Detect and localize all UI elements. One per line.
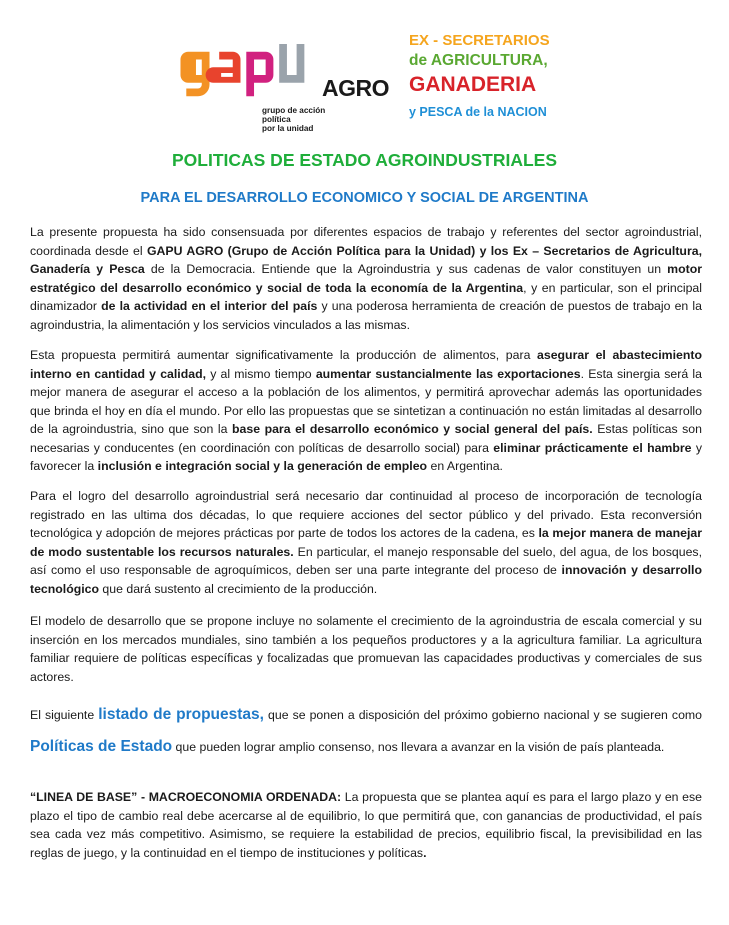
body-text: . Esta sinergia será la mejor manera de asegurar el acceso a la población de los alimentos, y permitirá aprovechar además las oportunidades que brinda el hoy en día el mundo. Por ello las propuestas que se sintetizan a continuación no están limitadas al desarrollo de la agroindustria, sino que son la <box>30 366 702 436</box>
bold-text: GAPU AGRO (Grupo de Acción Política para la Unidad) y los Ex – Secretarios de Agricultura, Ganadería y Pesca <box>30 243 702 276</box>
bold-text: eliminar prácticamente el hambre <box>493 440 692 455</box>
body-text: El modelo de desarrollo que se propone incluye no solamente el crecimiento de la agroindustria de escala comercial y su inserción en los mercados mundiales, sino también a los pequeños productores y a la agricultura familiar. La agricultura familiar requiere de políticas específicas y focalizadas que promuevan las capacidades productivas y comerciales de sus actores. <box>30 614 702 684</box>
bold-text: “LINEA DE BASE” - MACROECONOMIA ORDENADA: <box>30 790 342 804</box>
paragraph-intro <box>30 223 702 334</box>
body-text: de la Democracia. Entiende que la Agroindustria y sus cadenas de valor constituyen un <box>144 262 668 276</box>
highlight-text: listado de propuestas, <box>98 706 264 723</box>
bold-text: la mejor manera de manejar de modo sustentable los recursos naturales. <box>30 526 702 559</box>
paragraph-proposals-list <box>30 699 702 763</box>
gapu-agro-logo <box>180 44 390 132</box>
logo-tagline-line-1: grupo de acción <box>262 106 326 115</box>
body-text: y una poderosa herramienta de creación de puestos de trabajo en la agroindustria, la alimentación y los servicios vinculados a las mismas. <box>30 299 702 332</box>
highlight-text: Políticas de Estado <box>30 738 173 755</box>
bold-text: de la actividad en el interior del país <box>101 299 318 313</box>
body-text: en Argentina. <box>427 459 503 473</box>
gapu-logo-mark <box>180 44 330 104</box>
body-text: y favorecer la <box>30 440 702 473</box>
body-text: La presente propuesta ha sido consensuada por diferentes espacios de trabajo y referentes del sector agroindustrial, coordinada desde el <box>30 225 702 258</box>
body-text: Para el logro del desarrollo agroindustrial será necesario dar continuidad al proceso de incorporación de tecnología registrado en las ultima dos décadas, lo que requiere acciones del sector público y del privado. Esta reconversión tecnológica y adopción de mejores prácticas por parte de todos los actores de la cadena, es <box>30 489 702 540</box>
document-title: POLITICAS DE ESTADO AGROINDUSTRIALES <box>171 150 558 170</box>
paragraph-technology <box>30 487 702 598</box>
body-text: , y en particular, son el principal dinamizador <box>30 280 703 313</box>
body-text: La propuesta que se plantea aquí es para el largo plazo y en ese plazo el tipo de cambio real debe acercarse al de equilibrio, lo que permitirá que, con ganancias de productividad, el país sea cada vez más competitivo. Asimismo, se requiere la estabilidad de precios, equilibrio fiscal, la previsibilidad en las reglas de juego, y la continuidad en el tiempo de instituciones y políticas <box>30 790 702 860</box>
header-line-1: EX - SECRETARIOS <box>409 32 550 49</box>
bold-text: . <box>423 845 427 860</box>
body-text: Estas políticas son necesarias y conducentes (en coordinación con políticas de desarrollo social) para <box>30 422 702 455</box>
paragraph-food-production <box>30 346 702 476</box>
header-line-3: GANADERIA <box>409 73 537 96</box>
body-text: En particular, el manejo responsable del suelo, del agua, de los bosques, así como el uso responsable de agroquímicos, deben ser una parte integrante del proceso de <box>30 544 702 577</box>
header-line-2: de AGRICULTURA, <box>409 52 548 69</box>
logo-agro-text: AGRO <box>322 75 389 101</box>
body-text: El siguiente <box>30 708 99 722</box>
logo-tagline-line-2: política <box>262 115 291 124</box>
body-text: que se ponen a disposición del próximo gobierno nacional y se sugieren como <box>263 708 702 722</box>
bold-text: aumentar sustancialmente las exportaciones <box>315 366 581 381</box>
paragraph-baseline-macroeconomy <box>30 788 702 862</box>
body-text: Esta propuesta permitirá aumentar significativamente la producción de alimentos, para <box>30 348 538 362</box>
header-line-4: y PESCA de la NACION <box>409 105 547 119</box>
bold-text: motor estratégico del desarrollo económico y social de toda la economía de la Argentina <box>30 262 702 295</box>
bold-text: base para el desarrollo económico y social general del país. <box>232 422 593 436</box>
body-text: y al mismo tiempo <box>206 366 316 381</box>
body-text: que pueden lograr amplio consenso, nos llevara a avanzar en la visión de país planteada. <box>172 740 665 754</box>
bold-text: inclusión e integración social y la generación de empleo <box>97 459 428 473</box>
bold-text: innovación y desarrollo tecnológico <box>30 563 702 596</box>
logo-tagline-line-3: por la unidad <box>262 124 314 133</box>
paragraph-development-model <box>30 612 702 686</box>
body-text: que dará sustento al crecimiento de la producción. <box>99 581 378 596</box>
bold-text: asegurar el abastecimiento interno en cantidad y calidad, <box>30 348 702 381</box>
document-subtitle: PARA EL DESARROLLO ECONOMICO Y SOCIAL DE ARGENTINA <box>140 190 589 206</box>
